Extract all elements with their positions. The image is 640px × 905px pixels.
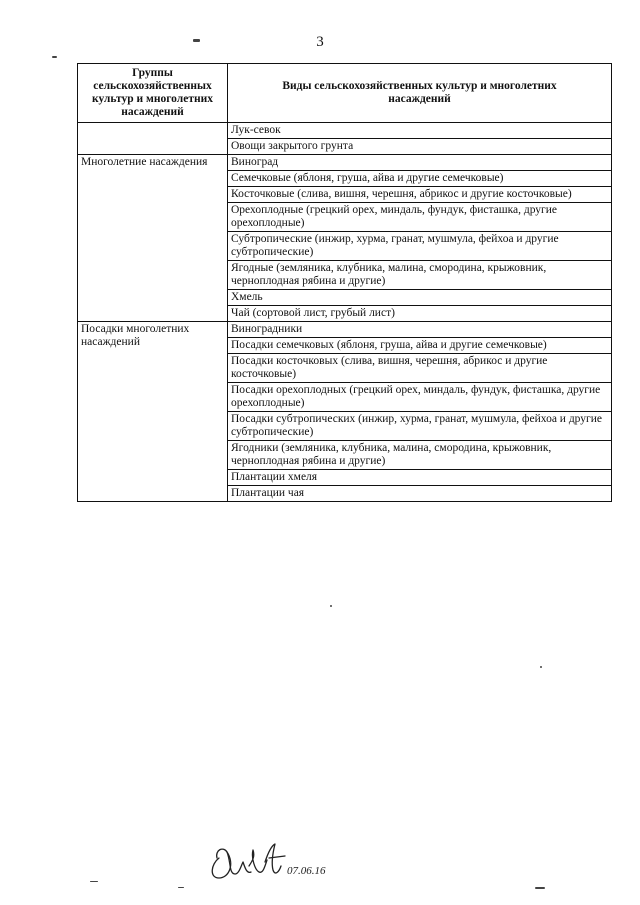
crop-cell: Посадки косточковых (слива, вишня, черешня, абрикос и другие косточковые) — [228, 354, 612, 383]
group-cell: Посадки многолетних насаждений — [78, 322, 228, 502]
signature-annotation: 07.06.16 — [287, 865, 326, 877]
table-row — [78, 155, 612, 171]
crop-cell: Чай (сортовой лист, грубый лист) — [228, 306, 612, 322]
scan-speck — [52, 56, 57, 58]
page-number: 3 — [316, 34, 324, 50]
table-row — [78, 322, 612, 338]
crop-cell: Посадки семечковых (яблоня, груша, айва и другие семечковые) — [228, 338, 612, 354]
crop-cell: Косточковые (слива, вишня, черешня, абрикос и другие косточковые) — [228, 187, 612, 203]
group-cell — [78, 123, 228, 155]
crop-cell: Посадки субтропических (инжир, хурма, гранат, мушмула, фейхоа и другие субтропические) — [228, 412, 612, 441]
crop-cell: Лук-севок — [228, 123, 612, 139]
scan-speck — [535, 887, 545, 889]
crop-cell: Виноград — [228, 155, 612, 171]
crop-cell: Плантации чая — [228, 486, 612, 502]
scan-speck — [90, 881, 98, 882]
crop-cell: Орехоплодные (грецкий орех, миндаль, фундук, фисташка, другие орехоплодные) — [228, 203, 612, 232]
crop-cell: Плантации хмеля — [228, 470, 612, 486]
crop-cell: Хмель — [228, 290, 612, 306]
scan-speck — [178, 887, 184, 888]
crop-cell: Ягодники (земляника, клубника, малина, смородина, крыжовник, черноплодная рябина и другие) — [228, 441, 612, 470]
header-groups: Группы сельскохозяйственных культур и многолетних насаждений — [78, 64, 228, 123]
scan-speck — [540, 666, 542, 668]
group-cell: Многолетние насаждения — [78, 155, 228, 322]
table-header-row — [78, 64, 612, 123]
table-row — [78, 123, 612, 139]
crop-cell: Субтропические (инжир, хурма, гранат, мушмула, фейхоа и другие субтропические) — [228, 232, 612, 261]
handwritten-signature — [205, 836, 335, 884]
crop-cell: Овощи закрытого грунта — [228, 139, 612, 155]
header-types: Виды сельскохозяйственных культур и многолетних насаждений — [228, 64, 612, 123]
crops-table — [77, 63, 612, 502]
scan-speck — [330, 605, 332, 607]
crop-cell: Виноградники — [228, 322, 612, 338]
crop-cell: Посадки орехоплодных (грецкий орех, миндаль, фундук, фисташка, другие орехоплодные) — [228, 383, 612, 412]
crop-cell: Ягодные (земляника, клубника, малина, смородина, крыжовник, черноплодная рябина и другие) — [228, 261, 612, 290]
crop-cell: Семечковые (яблоня, груша, айва и другие семечковые) — [228, 171, 612, 187]
scan-speck — [193, 39, 200, 42]
